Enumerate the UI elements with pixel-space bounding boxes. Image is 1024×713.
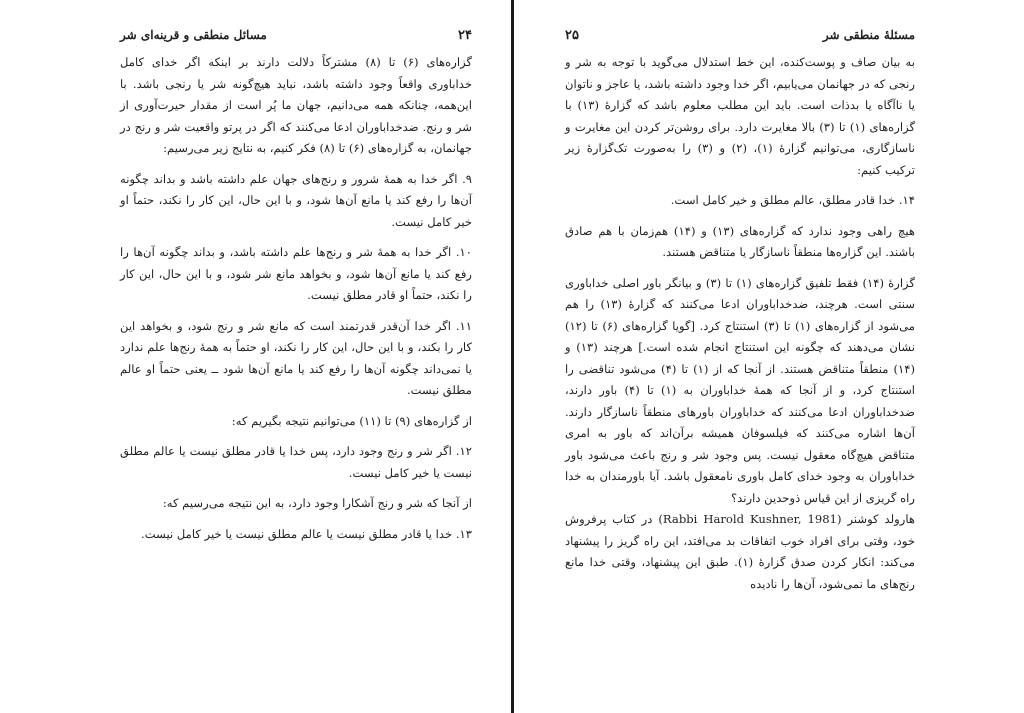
right-page-number: ۲۵: [565, 28, 579, 43]
kushner-text-after: ) در کتاب پرفروش خود، وقتی برای افراد خوب اتفاقات بد می‌افتد، این راه گریز را پیشنهاد می‌کند: انکار کردن صدق گزارهٔ (۱). طبق این پیشنهاد، وقتی خدا مانع رنج‌های ما نمی‌شود، آن‌ها را نادیده: [565, 512, 915, 591]
left-proposition-13: ۱۳. خدا یا قادر مطلق نیست یا عالم مطلق نیست یا خیر کامل نیست.: [141, 526, 472, 541]
right-page: [565, 28, 915, 595]
latin-citation: Rabbi Harold Kushner, 1981: [662, 512, 837, 526]
right-proposition-14: ۱۴. خدا قادر مطلق، عالم مطلق و خیر کامل است.: [670, 193, 915, 207]
right-page-header: [565, 28, 915, 48]
right-paragraph-summary: به بیان صاف و پوست‌کنده، این خط استدلال می‌گوید با توجه به شر و رنجی که در جهانمان می‌یابیم، اگر خدا وجود داشته باشد، یا عاجز و ناتوان یا ناآگاه یا بدذات است. باید این مطلب معلوم باشد که گزارهٔ (۱۳) با گزاره‌های (۱) تا (۳) بالا مغایرت دارد. برای روشن‌تر کردن این مغایرت و ناسازگاری، می‌توانیم گزارهٔ (۱)، (۲) و (۳) را به‌صورت تک‌گزارهٔ زیر ترکیب کنیم:: [565, 55, 915, 177]
left-proposition-9: ۹. اگر خدا به همهٔ شرور و رنج‌های جهان علم داشته باشد و بداند چگونه آن‌ها را رفع کند یا مانع آن‌ها شود، و با این حال، این کار را نکند، حتماً او خیر کامل نیست.: [120, 171, 472, 229]
left-page: [120, 28, 472, 545]
left-paragraph-since: از آنجا که شر و رنج آشکارا وجود دارد، به این نتیجه می‌رسیم که:: [162, 496, 472, 510]
left-paragraph-conclude: از گزاره‌های (۹) تا (۱۱) می‌توانیم نتیجه بگیریم که:: [231, 413, 472, 428]
left-paragraph-intro: گزاره‌های (۶) تا (۸) مشترکاً دلالت دارند بر اینکه اگر خدای کامل خداباوری واقعاً وجود داشته باشد، نباید هیچ‌گونه شر یا رنجی باشد. با این‌همه، چنانکه همه می‌دانیم، جهان ما پُر است از مقدار حیرت‌آوری از شر و رنج. ضدخداباوران ادعا می‌کنند که اگر در پرتو واقعیت شر و رنج در جهانمان، به گزاره‌های (۶) تا (۸) فکر کنیم، به نتایج زیر می‌رسیم:: [120, 55, 472, 155]
left-proposition-12: ۱۲. اگر شر و رنج وجود دارد، پس خدا یا قادر مطلق نیست یا عالم مطلق نیست یا خیر کامل نیست.: [120, 444, 472, 480]
book-gutter: [511, 0, 514, 713]
right-paragraph-contradiction: هیچ راهی وجود ندارد که گزاره‌های (۱۳) و (۱۴) هم‌زمان با هم صادق باشند. این گزاره‌ها منطقاً ناسازگار یا متناقض هستند.: [565, 223, 916, 259]
right-running-head: مسئلهٔ منطقی شر: [822, 28, 915, 42]
left-proposition-10: ۱۰. اگر خدا به همهٔ شر و رنج‌ها علم داشته باشد، و بداند چگونه آن‌ها را رفع کند یا مانع آن‌ها شود، و بخواهد مانع شر شود، و با این حال، این کار را نکند، حتماً او قادر مطلق نیست.: [120, 245, 472, 302]
left-page-number: ۲۴: [458, 28, 472, 43]
right-paragraph-kushner: [565, 509, 915, 595]
kushner-text-before: هارولد کوشنر (: [836, 512, 915, 526]
left-running-head: مسائل منطقی و قرینه‌ای شر: [120, 28, 267, 42]
left-proposition-11: ۱۱. اگر خدا آن‌قدر قدرتمند است که مانع شر و رنج شود، و بخواهد این کار را بکند، و با این حال، این کار را نکند، او حتماً به همهٔ رنج‌ها علم ندارد یا نمی‌داند چگونه آن‌ها را رفع کند یا مانع آن‌ها شود ــ یعنی حتماً او عالم مطلق نیست.: [120, 318, 472, 397]
right-paragraph-analysis: گزارهٔ (۱۴) فقط تلفیق گزاره‌های (۱) تا (۳) و بیانگر باور اصلی خداباوری سنتی است. هرچند، ضدخداباوران ادعا می‌کنند که گزارهٔ (۱۳) را هم می‌شود از گزاره‌های (۱) تا (۳) استنتاج کرد. [گویا گزاره‌های (۶) تا (۱۲) نشان می‌دهند که چگونه این استنتاج انجام شده است.] هرچند (۱۳) و (۱۴) منطقاً متناقض هستند. از آنجا که از (۱) تا (۴) می‌شود تناقضی را استنتاج کرد، و از آنجا که همهٔ خداباوران به (۱) تا (۴) باور دارند، ضدخداباوران ادعا می‌کنند که خداباوران باورهای منطقاً ناسازگار دارند. آن‌ها اشاره می‌کنند که فیلسوفان همیشه برآن‌اند که باور به امری متناقض هیچ‌گاه معقول نیست. پس وجود شر و رنج باعث می‌شود باور خداباوران به وجود خدای کامل باوری نامعقول باشد. آیا باورمندان به خدا راه گریزی از این قیاس ذوحدین دارند؟: [565, 275, 916, 505]
left-page-header: [120, 28, 472, 48]
